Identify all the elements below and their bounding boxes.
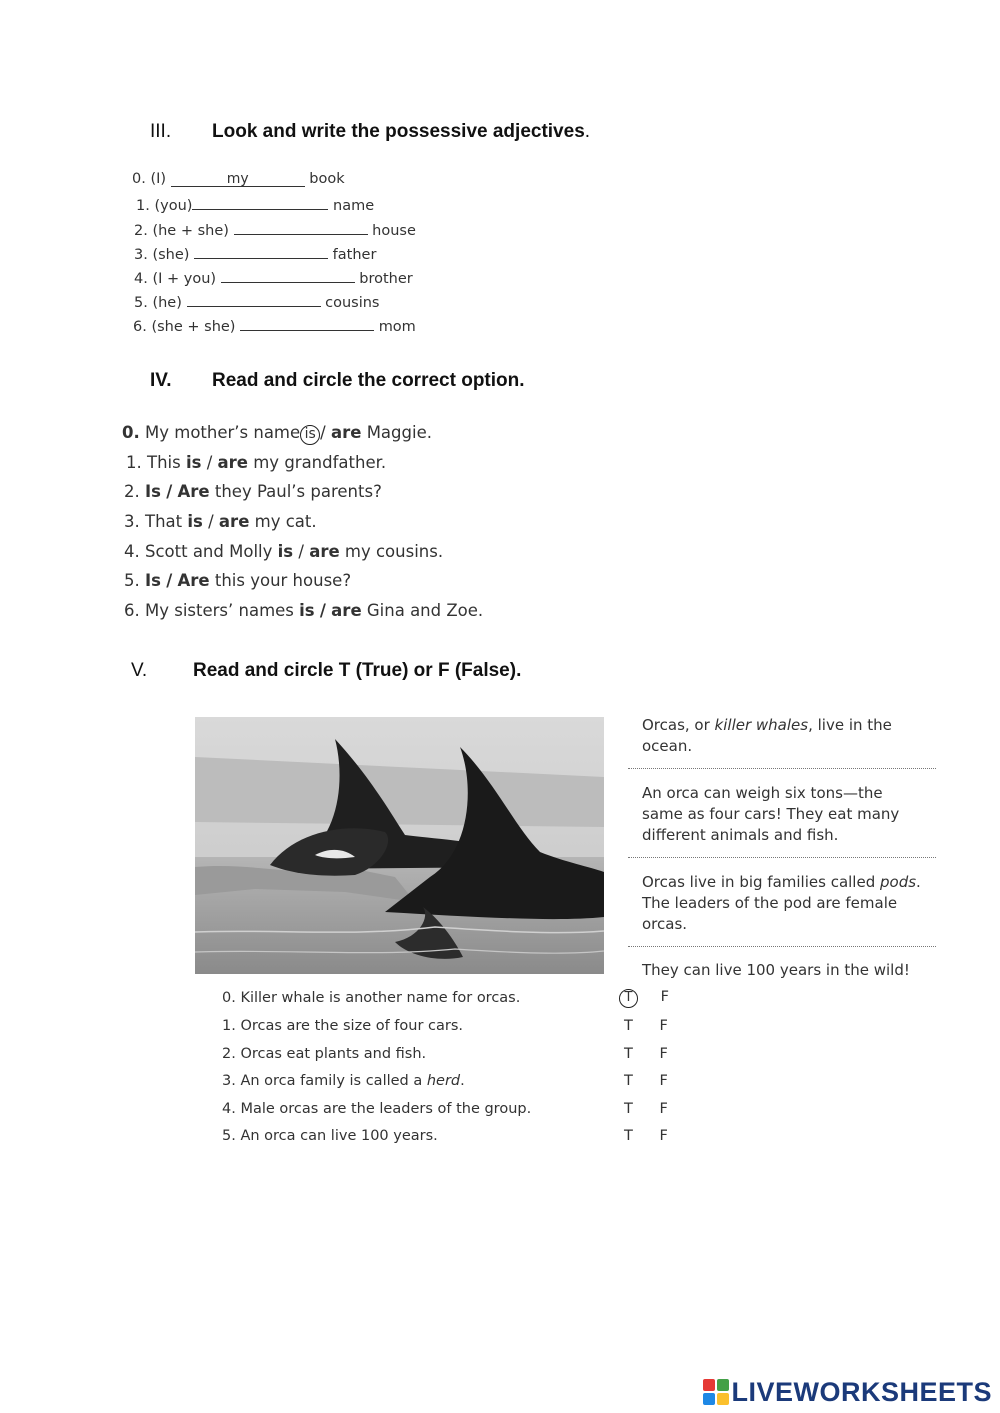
item-number: 6. [133, 319, 147, 335]
list-item [134, 268, 413, 287]
true-option[interactable]: T [624, 1018, 633, 1034]
answer-blank[interactable] [240, 316, 374, 331]
item-number: 1. [136, 198, 150, 214]
item-number: 5. [134, 295, 148, 311]
fact-emphasis: killer whales [714, 716, 809, 734]
item-noun: cousins [325, 295, 380, 311]
answer-blank[interactable] [192, 195, 328, 210]
item-noun: father [332, 247, 377, 263]
slash: / [208, 512, 214, 531]
divider [628, 857, 936, 858]
true-option[interactable]: T [624, 1073, 633, 1089]
slash: / [319, 601, 326, 620]
list-item [133, 316, 416, 335]
tf-options [624, 1128, 668, 1144]
item-text: Gina and Zoe. [366, 601, 484, 620]
item-noun: book [309, 171, 345, 187]
item-noun: brother [359, 271, 413, 287]
list-item [122, 423, 432, 445]
list-item [124, 601, 483, 620]
fact-text: An orca can weigh six tons—the same as four cars! They eat many different animals and fish. [642, 784, 900, 844]
fact-1 [642, 715, 932, 757]
slash: / [320, 423, 326, 442]
item-noun: house [372, 223, 416, 239]
list-item [134, 292, 379, 311]
list-item [222, 1073, 465, 1089]
list-item [126, 453, 386, 472]
option-are[interactable]: are [218, 512, 250, 531]
item-prompt: (she) [152, 247, 190, 263]
tf-options [624, 1046, 668, 1062]
item-number: 4. [124, 542, 140, 561]
option-are[interactable]: are [217, 453, 248, 472]
item-number: 0. [122, 423, 140, 442]
divider [628, 768, 936, 769]
item-number: 2. [134, 223, 148, 239]
fact-text: They can live 100 years in the wild! [642, 961, 910, 979]
item-prompt: (I) [150, 171, 167, 187]
item-number: 2. [124, 482, 140, 501]
fact-emphasis: pods [880, 873, 917, 891]
item-text: That [145, 512, 183, 531]
true-option[interactable]: T [624, 1046, 633, 1062]
item-text: this your house? [214, 571, 352, 590]
list-item [134, 220, 416, 239]
section-4-heading [150, 370, 525, 392]
answer-blank[interactable] [234, 220, 368, 235]
option-are[interactable]: Are [177, 571, 210, 590]
option-are[interactable]: are [330, 423, 362, 442]
section-5-number: V. [131, 660, 148, 681]
answer-blank[interactable] [187, 292, 321, 307]
section-4-title: Read and circle the correct option. [212, 370, 525, 391]
option-are[interactable]: Are [177, 482, 210, 501]
answer-blank[interactable] [221, 268, 355, 283]
option-is[interactable]: is [187, 512, 203, 531]
false-option[interactable]: F [659, 1101, 668, 1117]
item-text: Male orcas are the leaders of the group. [240, 1101, 532, 1117]
list-item [222, 1128, 438, 1144]
slash: / [166, 571, 173, 590]
item-number: 4. [134, 271, 148, 287]
answer-blank[interactable] [194, 244, 328, 259]
option-is[interactable]: is [185, 453, 202, 472]
item-emphasis: herd [426, 1073, 461, 1089]
option-is[interactable]: is [277, 542, 294, 561]
fact-2 [642, 783, 912, 846]
item-text: . [460, 1073, 465, 1089]
section-3-title-end: . [584, 121, 591, 142]
item-number: 3. [124, 512, 140, 531]
false-option[interactable]: F [659, 1073, 668, 1089]
item-text: An orca family is called a [240, 1073, 427, 1089]
item-prompt: (you) [154, 198, 193, 214]
option-is-circled[interactable]: is [300, 425, 320, 445]
item-text: My mother’s name [145, 423, 301, 442]
item-number: 2. [222, 1046, 236, 1062]
fact-4 [642, 960, 942, 981]
item-text: An orca can live 100 years. [240, 1128, 438, 1144]
fact-3 [642, 872, 922, 935]
list-item [124, 571, 351, 590]
item-number: 3. [222, 1073, 236, 1089]
item-number: 3. [134, 247, 148, 263]
false-option[interactable]: F [659, 1046, 668, 1062]
list-item [222, 1018, 463, 1034]
item-text: Orcas are the size of four cars. [240, 1018, 464, 1034]
fact-text: . The leaders of the pod are female orcas. [642, 873, 921, 933]
fact-text: , live in the ocean. [642, 716, 892, 755]
item-noun: mom [378, 319, 416, 335]
false-option[interactable]: F [659, 1128, 668, 1144]
divider [628, 946, 936, 947]
option-is[interactable]: Is [145, 571, 161, 590]
section-4-number: IV. [150, 370, 172, 391]
option-are[interactable]: are [309, 542, 340, 561]
item-text: This [147, 453, 181, 472]
item-number: 5. [222, 1128, 236, 1144]
orca-photo [195, 717, 604, 974]
slash: / [166, 482, 173, 501]
item-text: Maggie. [366, 423, 432, 442]
liveworksheets-logo[interactable] [703, 1377, 992, 1407]
section-3-number: III. [150, 121, 172, 142]
item-number: 5. [124, 571, 140, 590]
item-prompt: (I + you) [152, 271, 217, 287]
item-text: Scott and Molly [145, 542, 273, 561]
logo-mark-icon [703, 1379, 729, 1405]
list-item [132, 171, 345, 187]
list-item [222, 990, 520, 1006]
item-prompt: (he + she) [152, 223, 229, 239]
option-is[interactable]: is [299, 601, 315, 620]
section-5-heading [131, 660, 521, 682]
item-number: 1. [222, 1018, 236, 1034]
fact-text: Orcas live in big families called [642, 873, 880, 891]
true-option[interactable]: T [624, 1101, 633, 1117]
item-text: my cousins. [344, 542, 444, 561]
item-text: they Paul’s parents? [214, 482, 382, 501]
tf-options [619, 989, 669, 1008]
section-5-title: Read and circle T (True) or F (False). [193, 660, 522, 681]
slash: / [298, 542, 304, 561]
item-noun: name [333, 198, 375, 214]
item-text: Killer whale is another name for orcas. [240, 990, 521, 1006]
item-prompt: (he) [152, 295, 182, 311]
slash: / [206, 453, 213, 472]
item-text: my cat. [254, 512, 317, 531]
option-are[interactable]: are [331, 601, 362, 620]
false-option[interactable]: F [660, 989, 669, 1005]
section-3-title: Look and write the possessive adjectives [212, 121, 585, 142]
list-item [134, 244, 376, 263]
answer-blank[interactable]: my [171, 172, 305, 187]
item-number: 1. [126, 453, 142, 472]
item-text: Orcas eat plants and fish. [240, 1046, 427, 1062]
false-option[interactable]: F [659, 1018, 668, 1034]
tf-options [624, 1101, 668, 1117]
tf-options [624, 1018, 668, 1034]
list-item [222, 1101, 531, 1117]
true-option-circled[interactable]: T [619, 989, 638, 1008]
item-prompt: (she + she) [151, 319, 236, 335]
section-3-heading [150, 121, 590, 143]
option-is[interactable]: Is [145, 482, 161, 501]
true-option[interactable]: T [624, 1128, 633, 1144]
list-item [124, 482, 382, 501]
list-item [124, 512, 317, 531]
item-number: 0. [222, 990, 236, 1006]
tf-options [624, 1073, 668, 1089]
item-text: my grandfather. [253, 453, 387, 472]
item-number: 6. [124, 601, 140, 620]
list-item [136, 195, 374, 214]
fact-text: Orcas, or [642, 716, 715, 734]
list-item [124, 542, 443, 561]
item-number: 0. [132, 171, 146, 187]
logo-text: LIVEWORKSHEETS [731, 1376, 992, 1407]
list-item [222, 1046, 426, 1062]
item-number: 4. [222, 1101, 236, 1117]
item-text: My sisters’ names [145, 601, 294, 620]
